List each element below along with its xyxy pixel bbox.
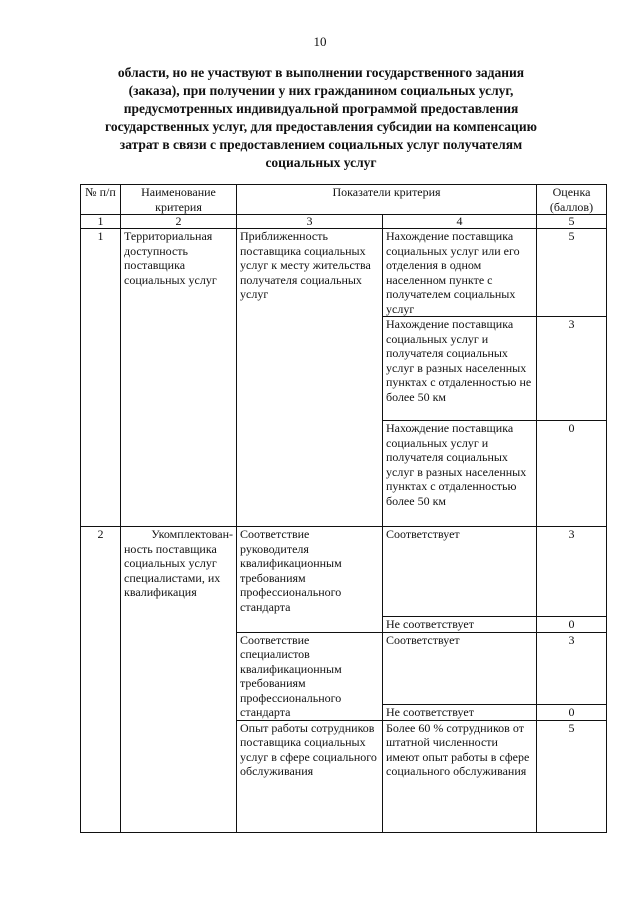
score-value: 0 [537,617,607,633]
header-score: Оценка (баллов) [537,185,607,215]
indicator-option: Нахождение поставщика социальных услуг или его отделения в одном населенном пункте с получателем социальных услуг [383,229,537,317]
table-header-row [81,185,607,215]
row-number: 2 [81,527,121,833]
header-num: № п/п [81,185,121,215]
col-number: 4 [383,215,537,229]
indicator-option: Соответствует [383,527,537,617]
page-number: 10 [313,34,327,49]
criteria-table [80,184,607,833]
table-row [81,527,607,617]
indicator-option: Более 60 % сотрудников от штатной численности имеют опыт работы в сфере социального обслуживания [383,720,537,832]
criterion-indicator: Соответствие специалистов квалификационным требованиям профессионального стандарта [237,632,383,720]
score-value: 3 [537,632,607,704]
indicator-option: Не соответствует [383,704,537,720]
criterion-indicator: Приближенность поставщика социальных услуг к месту жительства получателя социальных услуг [237,229,383,527]
table-row [81,229,607,317]
indicator-option: Не соответствует [383,617,537,633]
header-name: Наименование критерия [121,185,237,215]
indicator-option: Нахождение поставщика социальных услуг и получателя социальных услуг в разных населенных пунктах с отдаленностью не более 50 км [383,317,537,421]
score-value: 5 [537,229,607,317]
document-heading: области, но не участвуют в выполнении государственного задания (заказа), при получении у них гражданином социальных услуг, предусмотренных индивидуальной программой предоставления государственных услуг, для предоставления субсидии на компенсацию затрат в связи с предоставлением социальных услуг получателям социальных услуг [105,65,537,170]
score-value: 3 [537,317,607,421]
col-number: 2 [121,215,237,229]
criterion-name [121,527,237,833]
criterion-name-line: Укомплектован- [151,527,233,541]
column-numbers-row [81,215,607,229]
criterion-indicator: Опыт работы сотрудников поставщика социальных услуг в сфере социального обслуживания [237,720,383,832]
indicator-option: Соответствует [383,632,537,704]
col-number: 1 [81,215,121,229]
col-number: 3 [237,215,383,229]
score-value: 3 [537,527,607,617]
row-number: 1 [81,229,121,527]
col-number: 5 [537,215,607,229]
criterion-name: Территориальная доступность поставщика социальных услуг [121,229,237,527]
criterion-indicator: Соответствие руководителя квалификационным требованиям профессионального стандарта [237,527,383,633]
score-value: 5 [537,720,607,832]
header-indicators: Показатели критерия [237,185,537,215]
score-value: 0 [537,704,607,720]
indicator-option: Нахождение поставщика социальных услуг и получателя социальных услуг в разных населенных пунктах с отдаленностью более 50 км [383,421,537,527]
score-value: 0 [537,421,607,527]
criterion-name-line: ность поставщика социальных услуг специалистами, их квалификация [124,541,221,599]
